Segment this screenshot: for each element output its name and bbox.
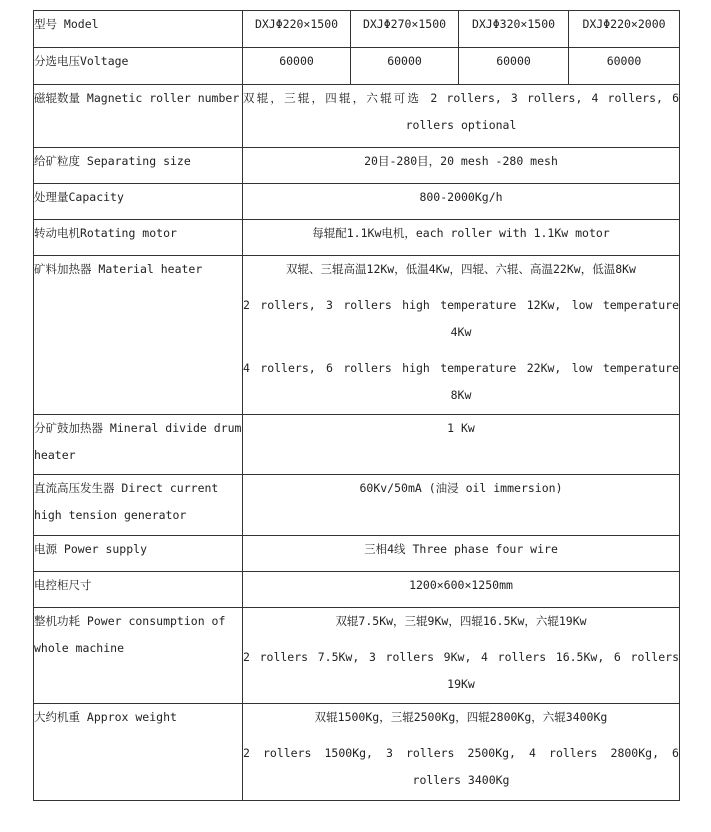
weight-line: 2 rollers 1500Kg, 3 rollers 2500Kg, 4 rollers 2800Kg, 6 rollers 3400Kg [243, 746, 679, 787]
table-row [34, 475, 680, 536]
rotating-motor-value: 每辊配1.1Kw电机，each roller with 1.1Kw motor [243, 220, 680, 256]
separating-size-value: 20目-280目，20 mesh -280 mesh [243, 148, 680, 184]
table-row [34, 704, 680, 801]
power-supply-value: 三相4线 Three phase four wire [243, 536, 680, 572]
row-label-cabinet-size: 电控柜尺寸 [34, 572, 243, 608]
row-label-model: 型号 Model [34, 11, 243, 48]
power-consumption-value [243, 608, 680, 704]
material-heater-line: 双辊、三辊高温12Kw，低温4Kw，四辊、六辊、高温22Kw，低温8Kw [286, 262, 636, 276]
table-row [34, 415, 680, 475]
generator-value: 60Kv/50mA (油浸 oil immersion) [243, 475, 680, 536]
voltage-value: 60000 [459, 48, 569, 85]
voltage-value: 60000 [351, 48, 459, 85]
table-row [34, 85, 680, 148]
weight-value [243, 704, 680, 801]
row-label-drum-heater: 分矿鼓加热器 Mineral divide drum heater [34, 415, 243, 475]
table-row [34, 256, 680, 415]
row-label-magnetic-roller: 磁辊数量 Magnetic roller number [34, 85, 243, 148]
row-label-generator: 直流高压发生器 Direct current high tension generator [34, 475, 243, 536]
table-row [34, 11, 680, 48]
voltage-value: 60000 [243, 48, 351, 85]
row-label-power-supply: 电源 Power supply [34, 536, 243, 572]
table-row [34, 536, 680, 572]
material-heater-value [243, 256, 680, 415]
capacity-value: 800-2000Kg/h [243, 184, 680, 220]
model-value: DXJΦ320×1500 [459, 11, 569, 48]
power-consumption-line: 2 rollers 7.5Kw, 3 rollers 9Kw, 4 rollers 16.5Kw, 6 rollers 19Kw [243, 650, 679, 691]
material-heater-line: 4 rollers, 6 rollers high temperature 22Kw, low temperature 8Kw [243, 361, 679, 402]
row-label-voltage: 分选电压Voltage [34, 48, 243, 85]
table-row [34, 148, 680, 184]
power-consumption-line: 双辊7.5Kw，三辊9Kw，四辊16.5Kw，六辊19Kw [335, 614, 587, 628]
table-row [34, 220, 680, 256]
model-value: DXJΦ220×1500 [243, 11, 351, 48]
table-row [34, 572, 680, 608]
table-row [34, 48, 680, 85]
weight-line: 双辊1500Kg，三辊2500Kg，四辊2800Kg，六辊3400Kg [314, 710, 608, 724]
drum-heater-value: 1 Kw [243, 415, 680, 475]
table-row [34, 608, 680, 704]
model-value: DXJΦ220×2000 [569, 11, 680, 48]
row-label-power-consumption: 整机功耗 Power consumption of whole machine [34, 608, 243, 704]
material-heater-line: 2 rollers, 3 rollers high temperature 12Kw, low temperature 4Kw [243, 298, 679, 339]
row-label-separating-size: 给矿粒度 Separating size [34, 148, 243, 184]
magnetic-roller-value: 双辊，三辊，四辊，六辊可选 2 rollers, 3 rollers, 4 rollers, 6 rollers optional [243, 85, 680, 148]
cabinet-size-value: 1200×600×1250mm [243, 572, 680, 608]
model-value: DXJΦ270×1500 [351, 11, 459, 48]
row-label-material-heater: 矿料加热器 Material heater [34, 256, 243, 415]
table-row [34, 184, 680, 220]
row-label-weight: 大约机重 Approx weight [34, 704, 243, 801]
row-label-capacity: 处理量Capacity [34, 184, 243, 220]
row-label-rotating-motor: 转动电机Rotating motor [34, 220, 243, 256]
spec-table [33, 10, 680, 801]
voltage-value: 60000 [569, 48, 680, 85]
